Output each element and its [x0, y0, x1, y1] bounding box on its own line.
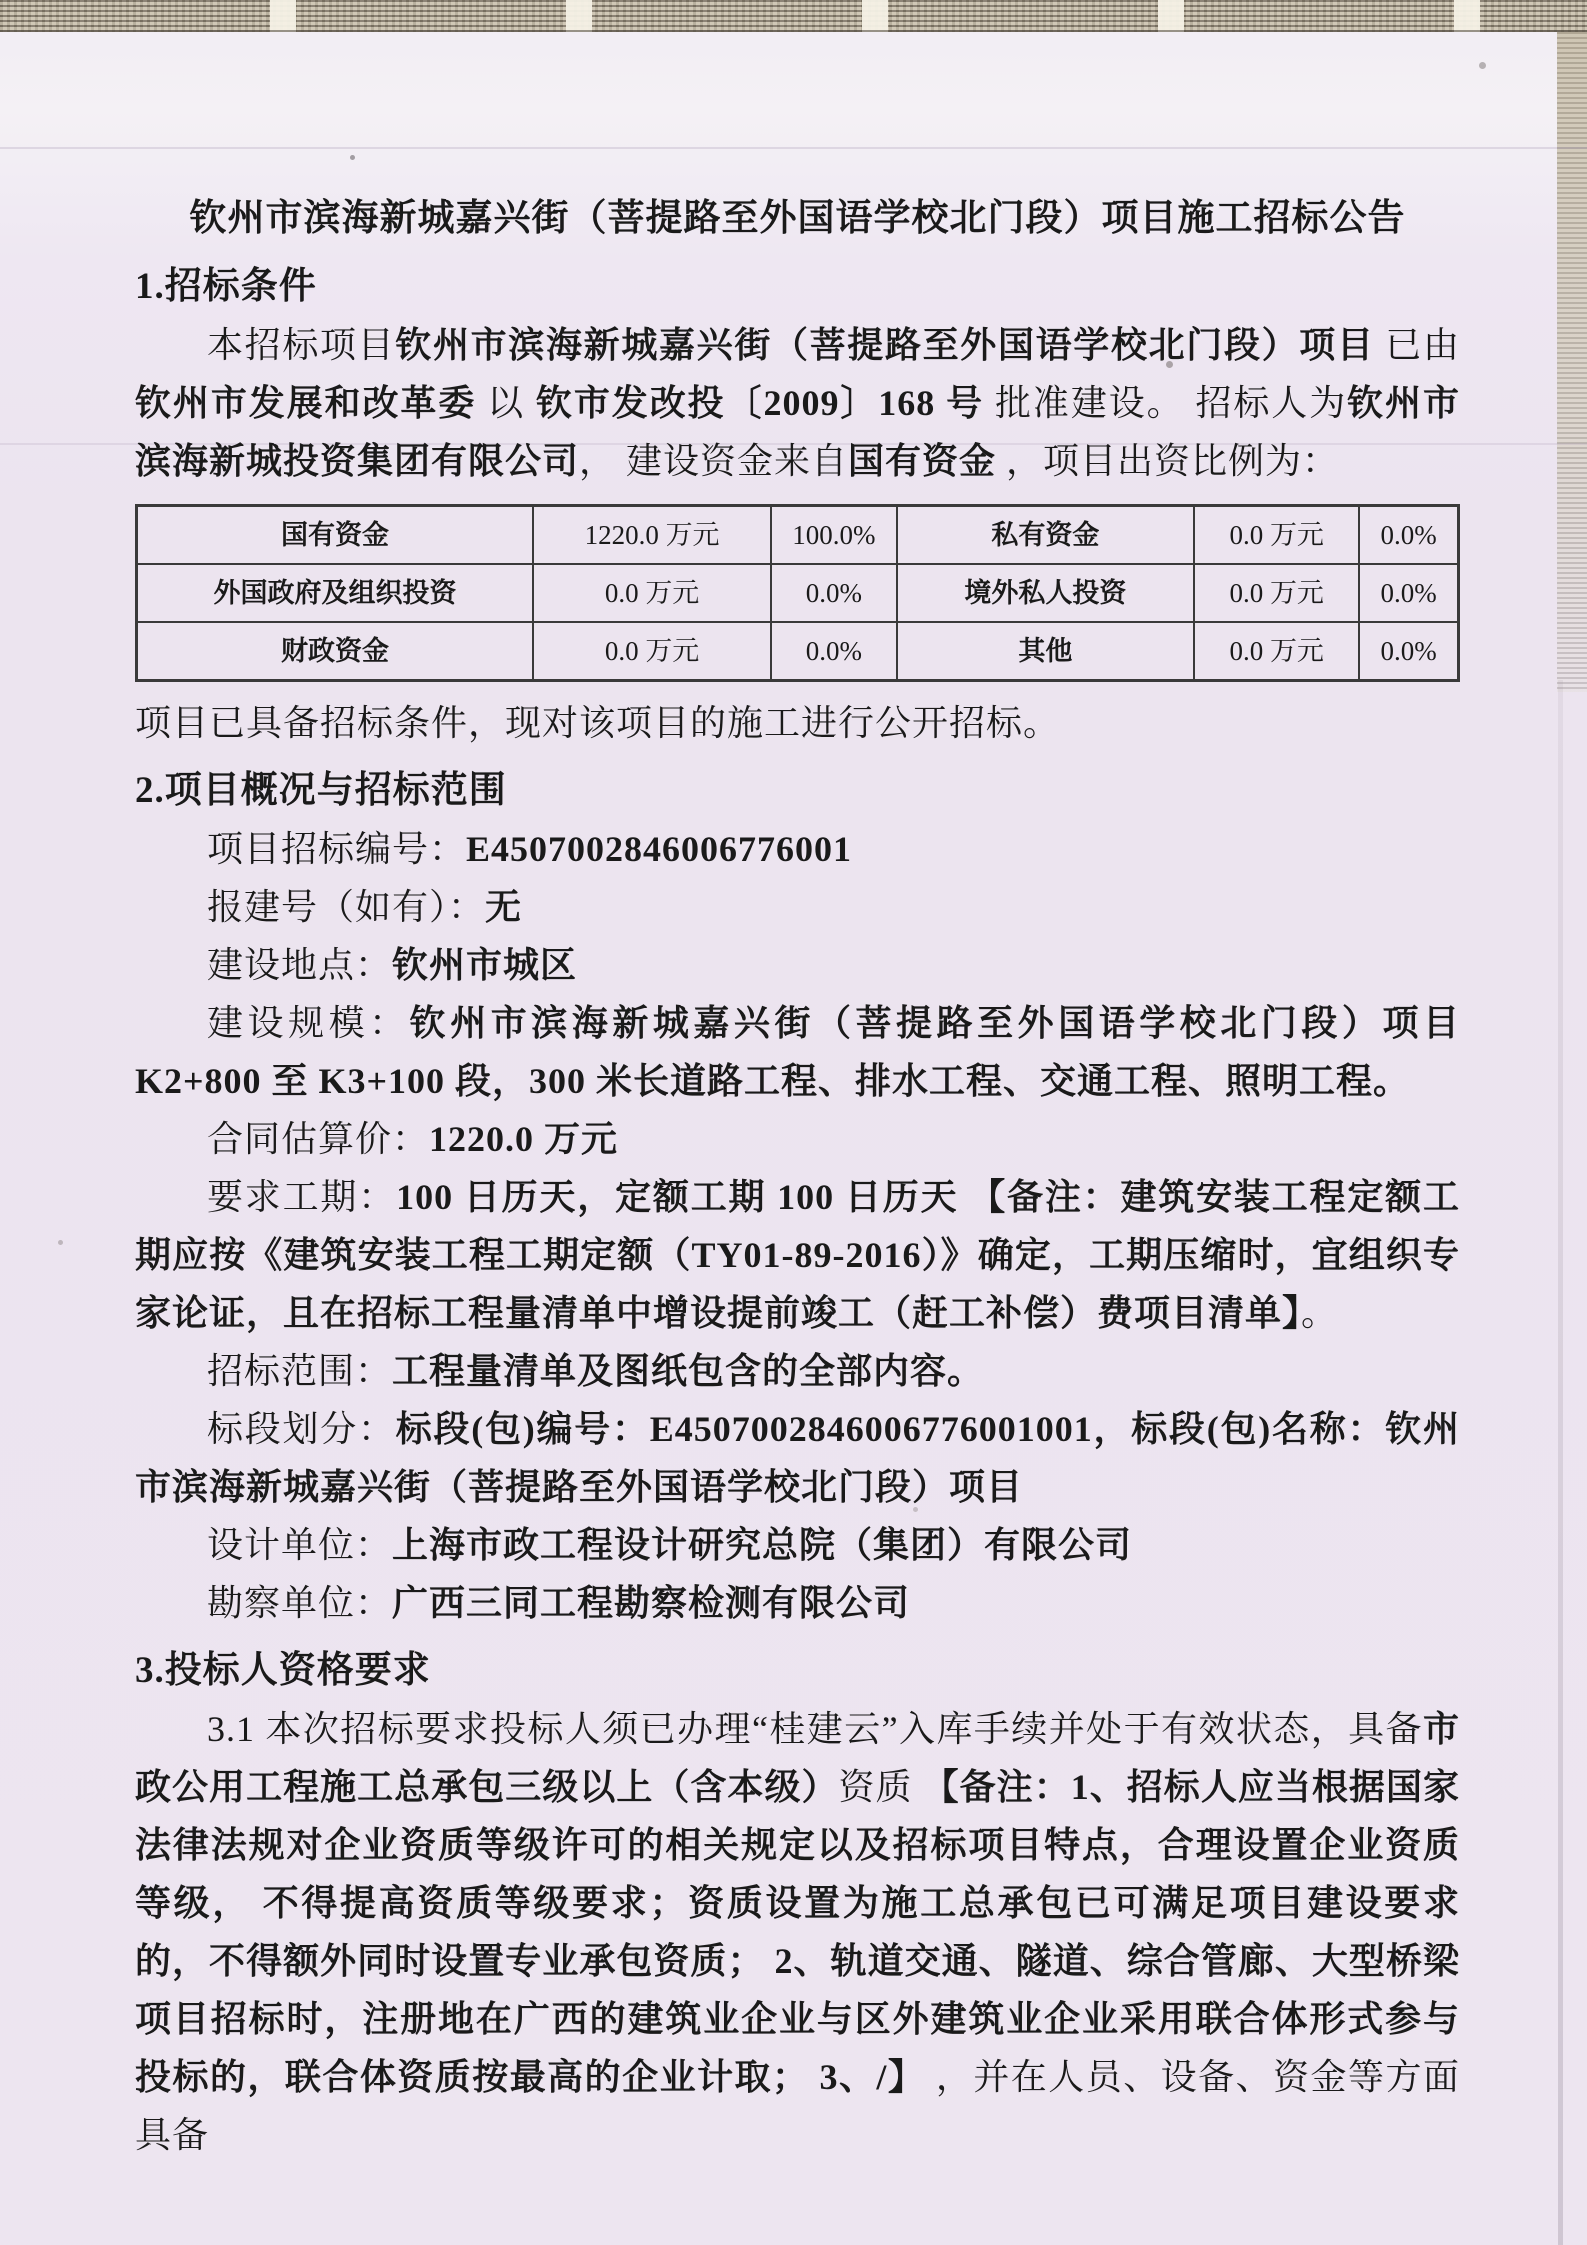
text-run: 以: [476, 383, 536, 423]
field-value: 广西三同工程勘察检测有限公司: [392, 1583, 911, 1623]
field-label: 合同估算价：: [207, 1119, 430, 1159]
field-label: 招标范围：: [207, 1351, 393, 1391]
field-project-tender-number: [135, 820, 1460, 878]
text-run-bold: 市政公用工程施工总承包三级以上（含本级）: [135, 1709, 1460, 1807]
funding-table-row: [137, 506, 1459, 565]
funding-source-label: 国有资金: [137, 506, 534, 565]
field-design-unit: [135, 1516, 1460, 1574]
section-1-closing: 项目已具备招标条件，现对该项目的施工进行公开招标。: [135, 703, 1061, 743]
field-suffix: 。: [1301, 1293, 1339, 1333]
funding-ratio-table: [135, 504, 1460, 682]
field-label: 项目招标编号：: [207, 829, 467, 869]
text-run: 3.1 本次招标要求投标人须已办理“桂建云”入库手续并处于有效状态，具备: [207, 1709, 1423, 1749]
document-title: 钦州市滨海新城嘉兴街（菩提路至外国语学校北门段）项目施工招标公告: [189, 198, 1406, 239]
field-label: 报建号（如有）：: [207, 887, 486, 927]
field-value: 工程量清单及图纸包含的全部内容。: [392, 1351, 985, 1391]
text-run-bold: 钦州市滨海新城投资集团有限公司: [135, 383, 1460, 481]
section-1-heading: 1.招标条件: [135, 266, 317, 307]
field-label: 标段划分：: [207, 1409, 396, 1449]
field-construction-scale: [135, 994, 1460, 1110]
funding-source-label: 私有资金: [897, 506, 1194, 565]
field-value: 无: [485, 887, 523, 927]
text-run-bold: 钦市发改投〔2009〕168 号: [535, 383, 985, 423]
text-run: ，项目出资比例为：: [996, 441, 1340, 481]
text-run-bold: 国有资金: [848, 441, 997, 481]
text-run-bold: 钦州市发展和改革委: [135, 383, 477, 423]
field-tender-scope: [135, 1342, 1460, 1400]
scan-artifact-speck: [350, 155, 355, 160]
scanner-right-edge-texture: [1557, 32, 1587, 692]
section-3-qualification-paragraph: [135, 1700, 1460, 2164]
funding-percent: 0.0%: [771, 622, 897, 681]
funding-table-row: [137, 622, 1459, 681]
field-lot-division: [135, 1400, 1460, 1516]
field-contract-estimate: [135, 1110, 1460, 1168]
scanner-top-edge-texture: [0, 0, 1587, 32]
field-label: 建设规模：: [207, 1003, 410, 1043]
scanner-right-edge-line: [1558, 680, 1563, 2245]
text-run: 资质: [838, 1767, 923, 1807]
funding-percent: 0.0%: [771, 564, 897, 622]
section-2-heading: 2.项目概况与招标范围: [135, 770, 507, 811]
funding-source-label: 其他: [897, 622, 1194, 681]
field-value: 1220.0 万元: [429, 1119, 619, 1159]
field-value: 标段(包)编号：E4507002846006776001001，标段(包)名称：钦州市滨海新城嘉兴街（菩提路至外国语学校北门段）项目: [135, 1409, 1460, 1507]
funding-percent: 0.0%: [1359, 506, 1458, 565]
field-value: E4507002846006776001: [466, 829, 853, 869]
funding-amount: 0.0 万元: [1194, 506, 1359, 565]
funding-amount: 1220.0 万元: [533, 506, 771, 565]
funding-percent: 0.0%: [1359, 564, 1458, 622]
text-run: ， 建设资金来自: [579, 441, 849, 481]
funding-source-label: 境外私人投资: [897, 564, 1194, 622]
text-run-bold: 钦州市滨海新城嘉兴街（菩提路至外国语学校北门段）项目: [395, 325, 1375, 365]
funding-source-label: 外国政府及组织投资: [137, 564, 534, 622]
funding-amount: 0.0 万元: [533, 564, 771, 622]
section-1-intro-paragraph: [135, 316, 1460, 490]
field-label: 勘察单位：: [207, 1583, 393, 1623]
field-required-duration: [135, 1168, 1460, 1342]
text-run-bold: 【备注：1、招标人应当根据国家法律法规对企业资质等级许可的相关规定以及招标项目特点，合理设置企业资质等级， 不得提高资质等级要求；资质设置为施工总承包已可满足项目建设要求的，不得额外同时设置专业承包资质； 2、轨道交通、隧道、综合管廊、大型桥梁项目招标时，注册地在广西的建筑业企业与区外建筑业企业采用联合体形式参与投标的，联合体资质按最高的企业计取； 3、/】: [135, 1767, 1460, 2097]
funding-source-label: 财政资金: [137, 622, 534, 681]
field-label: 建设地点：: [207, 945, 393, 985]
text-run: 已由: [1374, 325, 1460, 365]
field-value: 上海市政工程设计研究总院（集团）有限公司: [392, 1525, 1133, 1565]
text-run: ，并在人员、设备、资金等方面具备: [135, 2057, 1460, 2155]
funding-percent: 100.0%: [771, 506, 897, 565]
field-construction-location: [135, 936, 1460, 994]
field-label: 要求工期：: [207, 1177, 397, 1217]
field-note: 【备注：建筑安装工程定额工期应按《建筑安装工程工期定额（TY01-89-2016）》确定，工期压缩时，宜组织专家论证，且在招标工程量清单中增设提前竣工（赶工补偿）费项目清单】: [135, 1177, 1460, 1333]
field-value: 钦州市城区: [392, 945, 578, 985]
field-filing-number: [135, 878, 1460, 936]
field-label: 设计单位：: [207, 1525, 393, 1565]
funding-table-row: [137, 564, 1459, 622]
funding-amount: 0.0 万元: [1194, 622, 1359, 681]
field-value: 100 日历天，定额工期 100 日历天: [396, 1177, 970, 1217]
section-3-heading: 3.投标人资格要求: [135, 1650, 431, 1691]
funding-percent: 0.0%: [1359, 622, 1458, 681]
text-run: 本招标项目: [207, 325, 396, 365]
field-survey-unit: [135, 1574, 1460, 1632]
field-value: 钦州市滨海新城嘉兴街（菩提路至外国语学校北门段）项目 K2+800 至 K3+100 段，300 米长道路工程、排水工程、交通工程、照明工程。: [135, 1003, 1460, 1101]
document-content: [135, 190, 1460, 2164]
funding-amount: 0.0 万元: [1194, 564, 1359, 622]
funding-amount: 0.0 万元: [533, 622, 771, 681]
scan-artifact-line: [0, 147, 1587, 149]
text-run: 批准建设。 招标人为: [984, 383, 1348, 423]
